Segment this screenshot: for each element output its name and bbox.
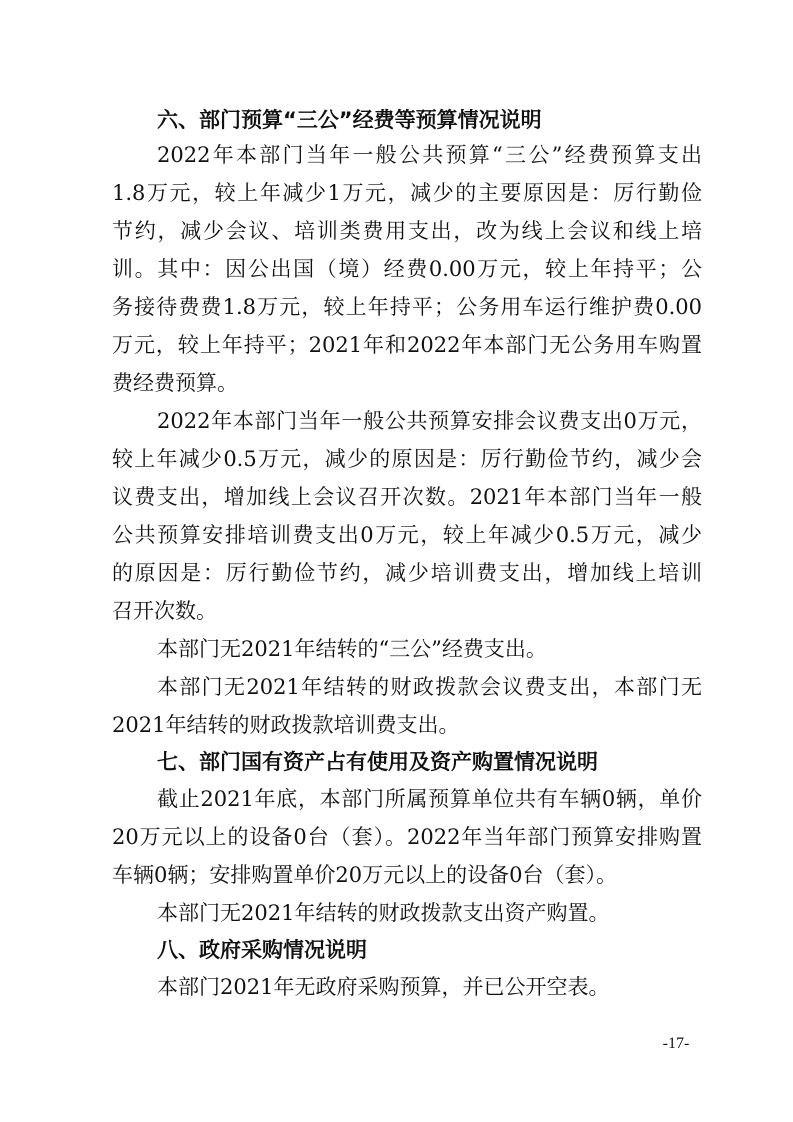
paragraph-line: 节约，减少会议、培训类费用支出，改为线上会议和线上培	[112, 219, 702, 243]
paragraph-line: 2022年本部门当年一般公共预算“三公”经费预算支出	[157, 143, 702, 167]
paragraph-line: 训。其中：因公出国（境）经费0.00万元，较上年持平；公	[112, 257, 702, 281]
paragraph-line: 务接待费费1.8万元，较上年持平；公务用车运行维护费0.00	[112, 295, 702, 319]
paragraph-line: 公共预算安排培训费支出0万元，较上年减少0.5万元，减少	[112, 523, 702, 547]
paragraph-line: 车辆0辆；安排购置单价20万元以上的设备0台（套）。	[112, 863, 617, 887]
paragraph-line: 2021年结转的财政拨款培训费支出。	[112, 713, 460, 737]
section-heading-8: 八、政府采购情况说明	[157, 938, 367, 962]
paragraph-line: 本部门2021年无政府采购预算，并已公开空表。	[157, 975, 610, 999]
page-number: -17-	[662, 1035, 690, 1052]
paragraph-line: 召开次数。	[112, 599, 217, 623]
paragraph-line: 较上年减少0.5万元，减少的原因是：厉行勤俭节约，减少会	[112, 447, 702, 471]
paragraph-line: 1.8万元，较上年减少1万元，减少的主要原因是：厉行勤俭	[112, 181, 702, 205]
paragraph-line: 的原因是：厉行勤俭节约，减少培训费支出，增加线上培训	[112, 561, 702, 585]
paragraph-line: 2022年本部门当年一般公共预算安排会议费支出0万元，	[157, 409, 702, 433]
section-heading-6: 六、部门预算“三公”经费等预算情况说明	[157, 108, 542, 132]
paragraph-line: 本部门无2021年结转的“三公”经费支出。	[157, 637, 547, 661]
paragraph-line: 本部门无2021年结转的财政拨款支出资产购置。	[157, 901, 610, 925]
paragraph-line: 万元，较上年持平；2021年和2022年本部门无公务用车购置	[112, 333, 702, 357]
section-heading-7: 七、部门国有资产占有使用及资产购置情况说明	[157, 750, 598, 774]
paragraph-line: 截止2021年底，本部门所属预算单位共有车辆0辆，单价	[157, 787, 702, 811]
paragraph-line: 议费支出，增加线上会议召开次数。2021年本部门当年一般	[112, 485, 702, 509]
paragraph-line: 本部门无2021年结转的财政拨款会议费支出，本部门无	[157, 675, 702, 699]
paragraph-line: 费经费预算。	[112, 371, 238, 395]
paragraph-line: 20万元以上的设备0台（套）。2022年当年部门预算安排购置	[112, 825, 702, 849]
